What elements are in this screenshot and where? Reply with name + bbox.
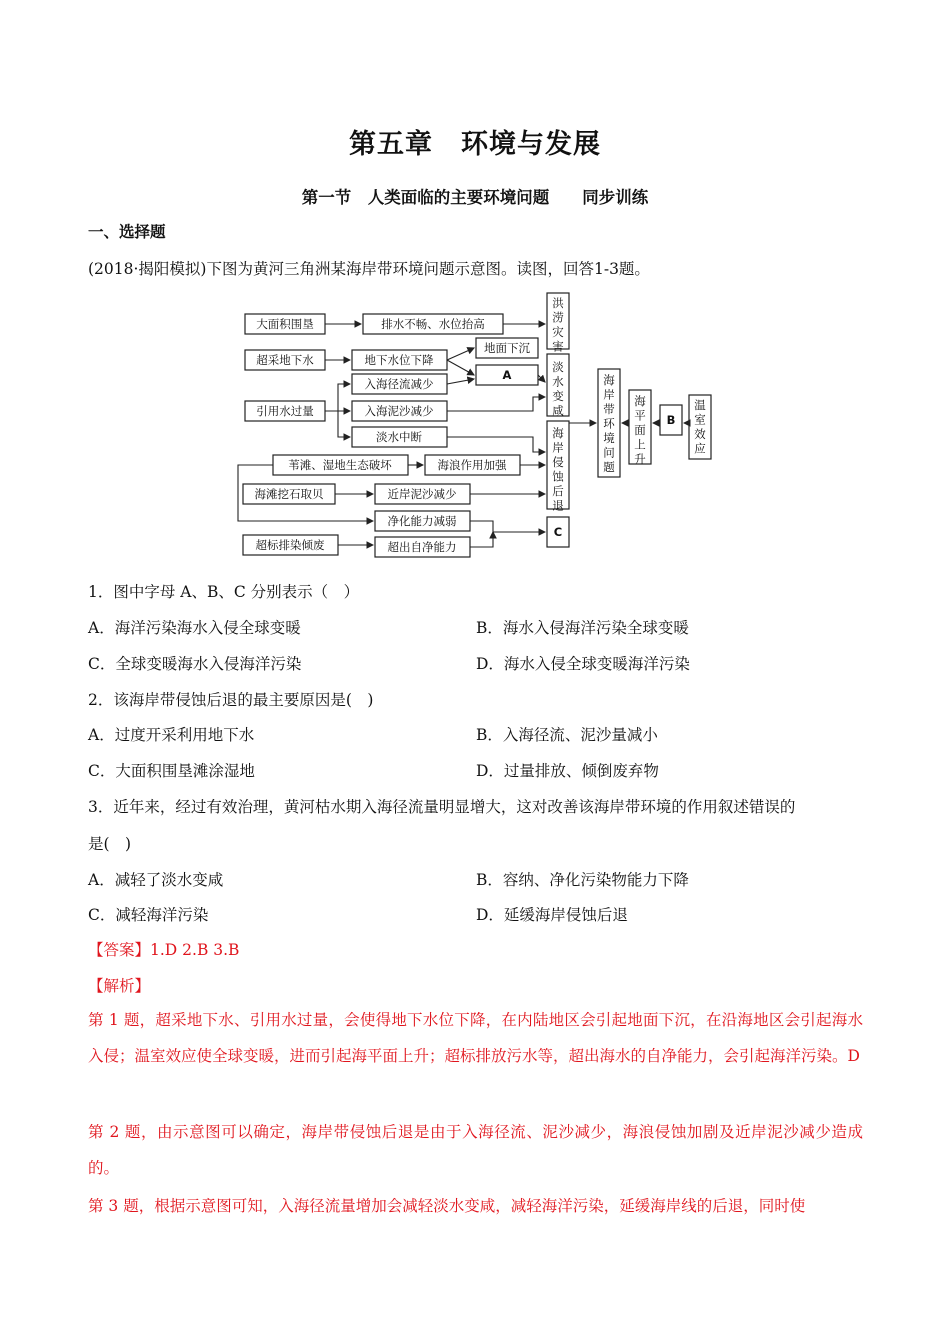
q2-option-b: B．入海径流、泥沙量减小 <box>476 726 658 744</box>
q1-option-a: A．海洋污染海水入侵全球变暖 <box>88 619 301 637</box>
section-title: 第一节 人类面临的主要环境问题 同步训练 <box>301 188 649 207</box>
q2-option-d: D．过量排放、倾倒废弃物 <box>476 762 659 780</box>
diagram-mid-5: 入海径流减少 <box>364 377 434 391</box>
q1-option-b: B．海水入侵海洋污染全球变暖 <box>476 619 689 637</box>
question-2-stem: 2．该海岸带侵蚀后退的最主要原因是( ) <box>88 691 374 709</box>
diagram-cause-3: 引用水过量 <box>256 404 314 418</box>
diagram-effect-erosion: 海岸侵蚀后退 <box>552 426 564 513</box>
diagram-mid-6: 入海泥沙减少 <box>364 404 434 418</box>
answer-text: 1.D 2.B 3.B <box>150 941 240 959</box>
diagram-mid-1: 排水不畅、水位抬高 <box>381 317 485 331</box>
diagram-label-b: B <box>666 413 676 427</box>
q3-option-b: B．容纳、净化污染物能力下降 <box>476 871 689 889</box>
environment-flow-diagram <box>228 287 728 562</box>
analysis-paragraph-3: 第 3 题，根据示意图可知，入海径流量增加会减轻淡水变咸，减轻海洋污染，延缓海岸线的后退，同时使 <box>88 1197 806 1215</box>
question-1-stem: 1．图中字母 A、B、C 分别表示（ ） <box>88 583 360 601</box>
chapter-title: 第五章 环境与发展 <box>349 129 601 160</box>
diagram-mid-10: 净化能力减弱 <box>387 514 457 528</box>
q2-option-a: A．过度开采利用地下水 <box>88 726 255 744</box>
q3-option-c: C．减轻海洋污染 <box>88 906 209 924</box>
diagram-mid-9: 近岸泥沙减少 <box>387 487 457 501</box>
diagram-center-problem: 海岸带环境问题 <box>603 373 615 474</box>
answer-line <box>88 938 239 960</box>
diagram-cause-5: 海滩挖石取贝 <box>254 487 324 501</box>
answer-label: 【答案】 <box>88 941 151 959</box>
diagram-cause-1: 大面积围垦 <box>256 317 314 331</box>
diagram-effect-flood: 洪涝灾害 <box>552 296 564 354</box>
question-3-stem-line1: 3．近年来，经过有效治理，黄河枯水期入海径流量明显增大，这对改善该海岸带环境的作用叙述错误的 <box>88 798 796 816</box>
q2-option-c: C．大面积围垦滩涂湿地 <box>88 762 255 780</box>
diagram-cause-6: 超标排染倾废 <box>255 538 325 552</box>
diagram-effect-salinization: 淡水变咸 <box>552 360 564 418</box>
diagram-sea-level-rise: 海平面上升 <box>634 394 646 466</box>
diagram-mid-8: 海浪作用加强 <box>437 458 507 472</box>
diagram-label-a: A <box>502 368 512 382</box>
diagram-label-c: C <box>553 525 563 539</box>
analysis-paragraph-2: 第 2 题，由示意图可以确定，海岸带侵蚀后退是由于入海径流、泥沙减少，海浪侵蚀加剧及近岸泥沙减少造成的。 <box>88 1123 863 1177</box>
section-heading: 一、选择题 <box>88 222 166 241</box>
q1-option-d: D．海水入侵全球变暖海洋污染 <box>476 655 690 673</box>
diagram-cause-2: 超采地下水 <box>256 353 314 367</box>
q3-option-a: A．减轻了淡水变咸 <box>88 871 224 889</box>
analysis-paragraph-1: 第 1 题，超采地下水、引用水过量，会使得地下水位下降，在内陆地区会引起地面下沉，在沿海地区会引起海水入侵；温室效应使全球变暖，进而引起海平面上升；超标排放污水等，超出海水的自净能力，会引起海洋污染。D <box>88 1011 863 1065</box>
q3-option-d: D．延缓海岸侵蚀后退 <box>476 906 628 924</box>
diagram-greenhouse-effect: 温室效应 <box>694 398 706 456</box>
question-intro: (2018·揭阳模拟)下图为黄河三角洲某海岸带环境问题示意图。读图，回答1-3题。 <box>88 260 650 278</box>
diagram-mid-11: 超出自净能力 <box>387 540 457 554</box>
diagram-mid-7: 淡水中断 <box>376 430 422 444</box>
q1-option-c: C．全球变暖海水入侵海洋污染 <box>88 655 302 673</box>
analysis-label: 【解析】 <box>88 977 151 995</box>
diagram-mid-3: 地面下沉 <box>484 341 530 355</box>
diagram-mid-2: 地下水位下降 <box>364 353 434 367</box>
diagram-cause-4: 苇滩、湿地生态破坏 <box>288 458 392 472</box>
question-3-stem-line2: 是( ) <box>88 835 132 853</box>
